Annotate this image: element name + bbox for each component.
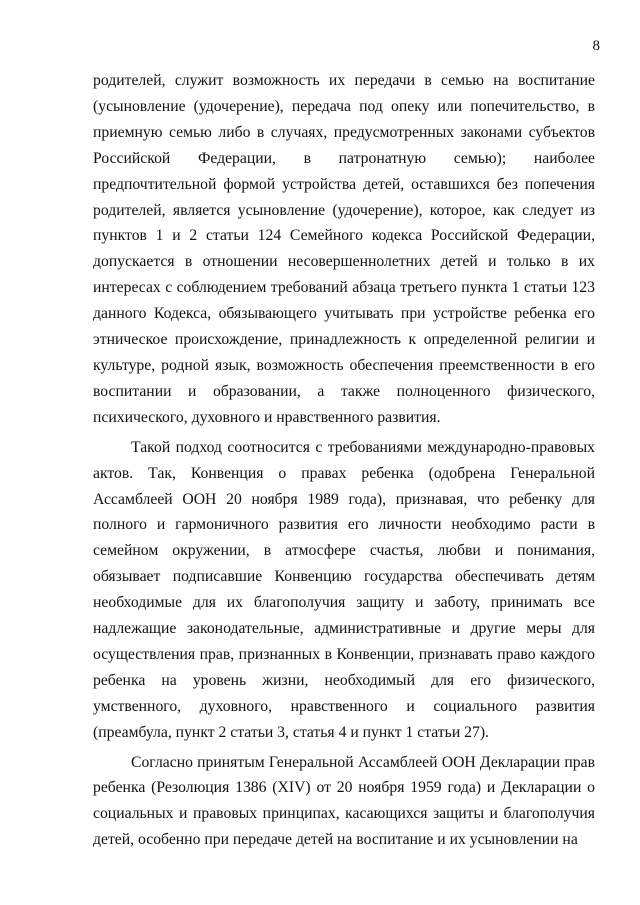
paragraph-1: родителей, служит возможность их передачи в семью на воспитание (усыновление (удочерение), передача под опеку или попечительство, в приемную семью либо в случаях, предусмотренных законами субъектов Российской Федерации, в патронатную семью); наиболее предпочтительной формой устройства детей, оставшихся без попечения родителей, является усыновление (удочерение), которое, как следует из пунктов 1 и 2 статьи 124 Семейного кодекса Российской Федерации, допускается в отношении несовершеннолетних детей и только в их интересах с соблюдением требований абзаца третьего пункта 1 статьи 123 данного Кодекса, обязывающего учитывать при устройстве ребенка его этническое происхождение, принадлежность к определенной религии и культуре, родной язык, возможность обеспечения преемственности в его воспитании и образовании, а также полноценного физического, психического, духовного и нравственного развития. <box>93 72 595 426</box>
paragraph-2: Такой подход соотносится с требованиями международно-правовых актов. Так, Конвенция о правах ребенка (одобрена Генеральной Ассамблеей ООН 20 ноября 1989 года), признавая, что ребенку для полного и гармоничного развития его личности необходимо расти в семейном окружении, в атмосфере счастья, любви и понимания, обязывает подписавшие Конвенцию государства обеспечивать детям необходимые для их благополучия защиту и заботу, принимать все надлежащие законодательные, административные и другие меры для осуществления прав, признанных в Конвенции, признавать право каждого ребенка на уровень жизни, необходимый для его физического, умственного, духовного, нравственного и социального развития (преамбула, пункт 2 статьи 3, статья 4 и пункт 1 статьи 27). <box>93 438 595 741</box>
paragraph-3: Согласно принятым Генеральной Ассамблеей ООН Декларации прав ребенка (Резолюция 1386 (XIV) от 20 ноября 1959 года) и Декларации о социальных и правовых принципах, касающихся защиты и благополучия детей, особенно при передаче детей на воспитание и их усыновлении на <box>93 753 595 849</box>
page-number: 8 <box>592 38 600 54</box>
document-body <box>93 68 595 853</box>
